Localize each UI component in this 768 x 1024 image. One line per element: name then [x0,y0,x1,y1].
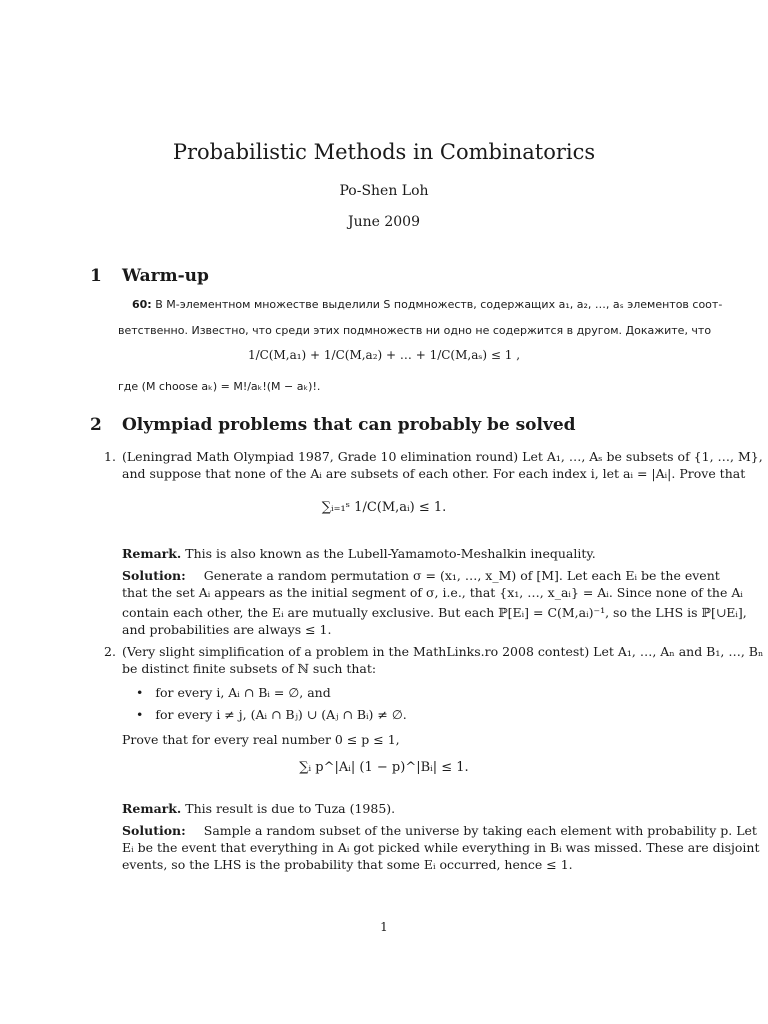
bullet-text: for every i, Aᵢ ∩ Bᵢ = ∅, and [155,685,331,700]
solution-label: Solution: [122,823,186,838]
author: Po-Shen Loh [339,183,429,199]
solution-line: events, so the LHS is the probability that some Eᵢ occurred, hence ≤ 1. [122,857,573,872]
warmup-text-1: В M-элементном множестве выделили S подмножеств, содержащих a₁, a₂, …, aₛ элементов соот- [155,298,723,311]
page-title: Probabilistic Methods in Combinatorics [172,140,596,164]
solution-text: Generate a random permutation σ = (x₁, …, x_M) of [M]. Let each Eᵢ be the event [203,568,720,583]
warmup-line-2: ветственно. Известно, что среди этих подмножеств ни одно не содержится в другом. Докажите, что [118,324,712,337]
solution-line: that the set Aᵢ appears as the initial segment of σ, i.e., that {x₁, …, x_aᵢ} = Aᵢ. Since none of the Aᵢ [122,585,743,600]
problem-2-remark [122,800,395,817]
page-number: 1 [380,920,388,934]
problem-2-solution [122,822,760,873]
section-title: Olympiad problems that can probably be solved [122,415,576,435]
bullet-item [136,706,407,723]
problem-1-statement [104,448,763,482]
solution-label: Solution: [122,568,186,583]
section-number: 1 [90,266,102,286]
remark-text: This is also known as the Lubell-Yamamoto-Meshalkin inequality. [185,546,596,561]
remark-text: This result is due to Tuza (1985). [185,801,396,816]
statement-line: and suppose that none of the Aᵢ are subsets of each other. For each index i, let aᵢ = |Aᵢ|. Prove that [122,466,746,481]
problem-2 [104,643,764,677]
warmup-where: где (M choose aₖ) = M!/aₖ!(M − aₖ)!. [118,380,321,393]
bullet-icon: • [136,685,144,700]
remark-label: Remark. [122,801,182,816]
solution-text: Sample a random subset of the universe by taking each element with probability p. Let [203,823,757,838]
section-title: Warm-up [122,266,209,286]
problem-2-prove: Prove that for every real number 0 ≤ p ≤ 1, [122,732,400,747]
solution-line: contain each other, the Eᵢ are mutually exclusive. But each ℙ[Eᵢ] = C(M,aᵢ)⁻¹, so the LHS is ℙ[∪Eᵢ], [122,605,747,620]
warmup-formula: 1/C(M,a₁) + 1/C(M,a₂) + … + 1/C(M,aₛ) ≤ 1 , [247,348,521,362]
problem-1-formula: ∑ᵢ₌₁ˢ 1/C(M,aᵢ) ≤ 1. [321,500,447,515]
problem-1-solution [122,567,747,638]
problem-2-formula: ∑ᵢ p^|Aᵢ| (1 − p)^|Bᵢ| ≤ 1. [299,760,469,775]
statement-line: (Very slight simplification of a problem in the MathLinks.ro 2008 contest) Let A₁, …, Aₙ and B₁, …, Bₙ [122,644,764,659]
date: June 2009 [347,214,420,230]
statement-line: (Leningrad Math Olympiad 1987, Grade 10 elimination round) Let A₁, …, Aₛ be subsets of {1, …, M}, [122,449,763,464]
solution-line [122,567,720,584]
section-number: 2 [90,415,102,435]
bullet-icon: • [136,707,144,722]
problem-number: 1. [104,449,116,464]
warmup-line-1 [132,298,722,311]
problem-2-statement [104,643,764,677]
problem-1-remark [122,545,682,562]
problem-label: 60: [132,298,152,311]
problem-number: 2. [104,644,116,659]
bullet-item [136,684,331,701]
remark-label: Remark. [122,546,182,561]
bullet-text: for every i ≠ j, (Aᵢ ∩ Bⱼ) ∪ (Aⱼ ∩ Bᵢ) ≠ ∅. [155,707,407,722]
solution-line [122,822,757,839]
solution-line: Eᵢ be the event that everything in Aᵢ got picked while everything in Bᵢ was missed. These are disjoint [122,840,760,855]
statement-line: be distinct finite subsets of ℕ such that: [122,661,377,676]
solution-line: and probabilities are always ≤ 1. [122,622,332,637]
problem-1 [104,448,763,482]
